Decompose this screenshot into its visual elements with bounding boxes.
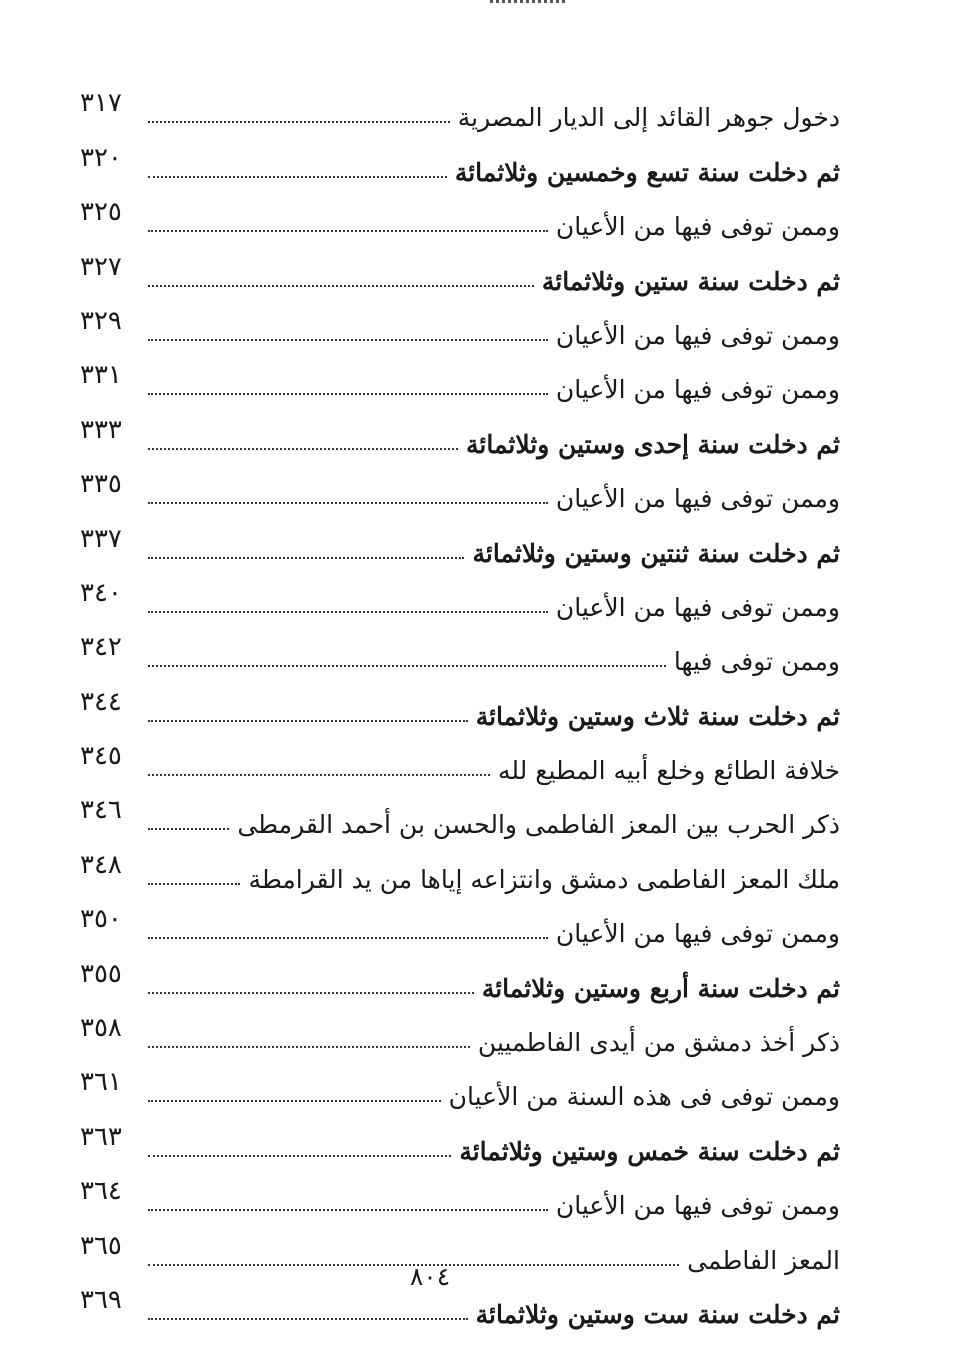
toc-entry-page: ٣٢٠ <box>80 142 122 173</box>
toc-year-heading-row <box>80 676 840 730</box>
toc-entry-page: ٣٣٥ <box>80 469 122 500</box>
toc-entry-page: ٣٦٥ <box>80 1230 122 1261</box>
toc-entry-row <box>80 731 840 785</box>
toc-leader-dots <box>148 774 490 776</box>
toc-entry-title: وممن توفى فيها من الأعيان <box>555 592 840 622</box>
toc-leader-dots <box>148 1100 441 1102</box>
toc-leader-dots <box>148 1209 548 1211</box>
toc-leader-dots <box>148 828 229 830</box>
toc-leader-dots <box>148 1046 470 1048</box>
toc-entry-page: ٣٤٦ <box>80 795 122 826</box>
toc-leader-dots <box>148 121 450 123</box>
toc-entry-page: ٣٢٩ <box>80 305 122 336</box>
toc-leader-dots <box>148 448 458 450</box>
toc-entry-row <box>80 1166 840 1220</box>
toc-leader-dots <box>148 393 548 395</box>
toc-entry-page: ٣٢٥ <box>80 197 122 228</box>
toc-year-heading-row <box>80 132 840 186</box>
toc-leader-dots <box>148 611 548 613</box>
toc-entry-page: ٣٤٢ <box>80 632 122 663</box>
toc-leader-dots <box>148 502 548 504</box>
toc-entry-page: ٣٤٨ <box>80 849 122 880</box>
toc-entry-page: ٣٣١ <box>80 360 122 391</box>
toc-leader-dots <box>148 339 548 341</box>
toc-entry-page: ٣١٧ <box>80 88 122 119</box>
toc-year-heading-row <box>80 948 840 1002</box>
toc-entry-title: ثم دخلت سنة خمس وستين وثلاثمائة <box>459 1136 840 1166</box>
toc-leader-dots <box>148 285 534 287</box>
toc-entry-title: ثم دخلت سنة ثلاث وستين وثلاثمائة <box>475 701 840 731</box>
toc-entry-row <box>80 350 840 404</box>
toc-entry-row <box>80 296 840 350</box>
toc-year-heading-row <box>80 241 840 295</box>
toc-entry-page: ٣٦٤ <box>80 1176 122 1207</box>
toc-entry-title: وممن توفى فيها <box>673 647 840 677</box>
toc-leader-dots <box>148 992 474 994</box>
toc-leader-dots <box>148 665 666 667</box>
toc-entry-row <box>80 622 840 676</box>
toc-entry-row <box>80 78 840 132</box>
toc-entry-page: ٣٤٥ <box>80 741 122 772</box>
toc-entry-title: وممن توفى فيها من الأعيان <box>555 320 840 350</box>
toc-entry-title: ثم دخلت سنة تسع وخمسين وثلاثمائة <box>454 157 840 187</box>
toc-entry-page: ٣٦٩ <box>80 1284 122 1315</box>
toc-entry-row <box>80 785 840 839</box>
toc-entry-row <box>80 1057 840 1111</box>
toc-entry-row <box>80 1003 840 1057</box>
page-number: ٨٠٤ <box>409 1262 451 1291</box>
toc-entry-page: ٣٤٠ <box>80 577 122 608</box>
toc-entry-page: ٣٥٥ <box>80 958 122 989</box>
toc-entry-page: ٣٣٧ <box>80 523 122 554</box>
toc-entry-title: دخول جوهر القائد إلى الديار المصرية <box>457 103 840 133</box>
toc-entry-title: ثم دخلت سنة ست وستين وثلاثمائة <box>475 1299 840 1329</box>
toc-entry-title: ثم دخلت سنة إحدى وستين وثلاثمائة <box>466 429 840 459</box>
toc-entry-title: ثم دخلت سنة أربع وستين وثلاثمائة <box>481 973 840 1003</box>
toc-entry-row <box>80 839 840 893</box>
toc-leader-dots <box>148 230 548 232</box>
toc-entry-row <box>80 894 840 948</box>
toc-entry-page: ٣٦١ <box>80 1067 122 1098</box>
toc-year-heading-row <box>80 404 840 458</box>
toc-entry-title: وممن توفى فيها من الأعيان <box>555 212 840 242</box>
toc-leader-dots <box>148 883 240 885</box>
toc-entry-title: ثم دخلت سنة ستين وثلاثمائة <box>541 266 840 296</box>
toc-entry-title: وممن توفى فيها من الأعيان <box>555 1191 840 1221</box>
toc-leader-dots <box>148 557 464 559</box>
toc-leader-dots <box>148 1155 451 1157</box>
toc-year-heading-row <box>80 1111 840 1165</box>
toc-entry-page: ٣٥٨ <box>80 1013 122 1044</box>
toc-year-heading-row <box>80 513 840 567</box>
toc-entry-title: وممن توفى فيها من الأعيان <box>555 919 840 949</box>
toc-entry-page: ٣٦٣ <box>80 1121 122 1152</box>
toc-entry-title: المعز الفاطمى <box>687 1245 840 1275</box>
toc-leader-dots <box>148 1318 468 1320</box>
toc-entry-title: وممن توفى فيها من الأعيان <box>555 484 840 514</box>
toc-entry-row <box>80 459 840 513</box>
top-edge-mark <box>490 0 565 7</box>
toc-entry-title: وممن توفى فى هذه السنة من الأعيان <box>448 1082 840 1112</box>
toc-entry-title: ذكر الحرب بين المعز الفاطمى والحسن بن أحمد القرمطى <box>237 810 840 840</box>
toc-leader-dots <box>148 720 468 722</box>
toc-entry-row <box>80 187 840 241</box>
toc-entry-page: ٣٣٣ <box>80 414 122 445</box>
toc-entry-title: ذكر أخذ دمشق من أيدى الفاطميين <box>477 1028 840 1058</box>
toc-entry-page: ٣٤٤ <box>80 686 122 717</box>
toc-entry-page: ٣٢٧ <box>80 251 122 282</box>
toc-leader-dots <box>148 176 447 178</box>
toc-entry-row <box>80 568 840 622</box>
toc-entry-page: ٣٥٠ <box>80 904 122 935</box>
toc-entry-title: خلافة الطائع وخلع أبيه المطيع لله <box>497 756 840 786</box>
toc-entry-title: وممن توفى فيها من الأعيان <box>555 375 840 405</box>
toc-leader-dots <box>148 937 548 939</box>
table-of-contents <box>80 78 840 1329</box>
toc-entry-title: ثم دخلت سنة ثنتين وستين وثلاثمائة <box>472 538 840 568</box>
toc-entry-title: ملك المعز الفاطمى دمشق وانتزاعه إياها من يد القرامطة <box>248 864 840 894</box>
